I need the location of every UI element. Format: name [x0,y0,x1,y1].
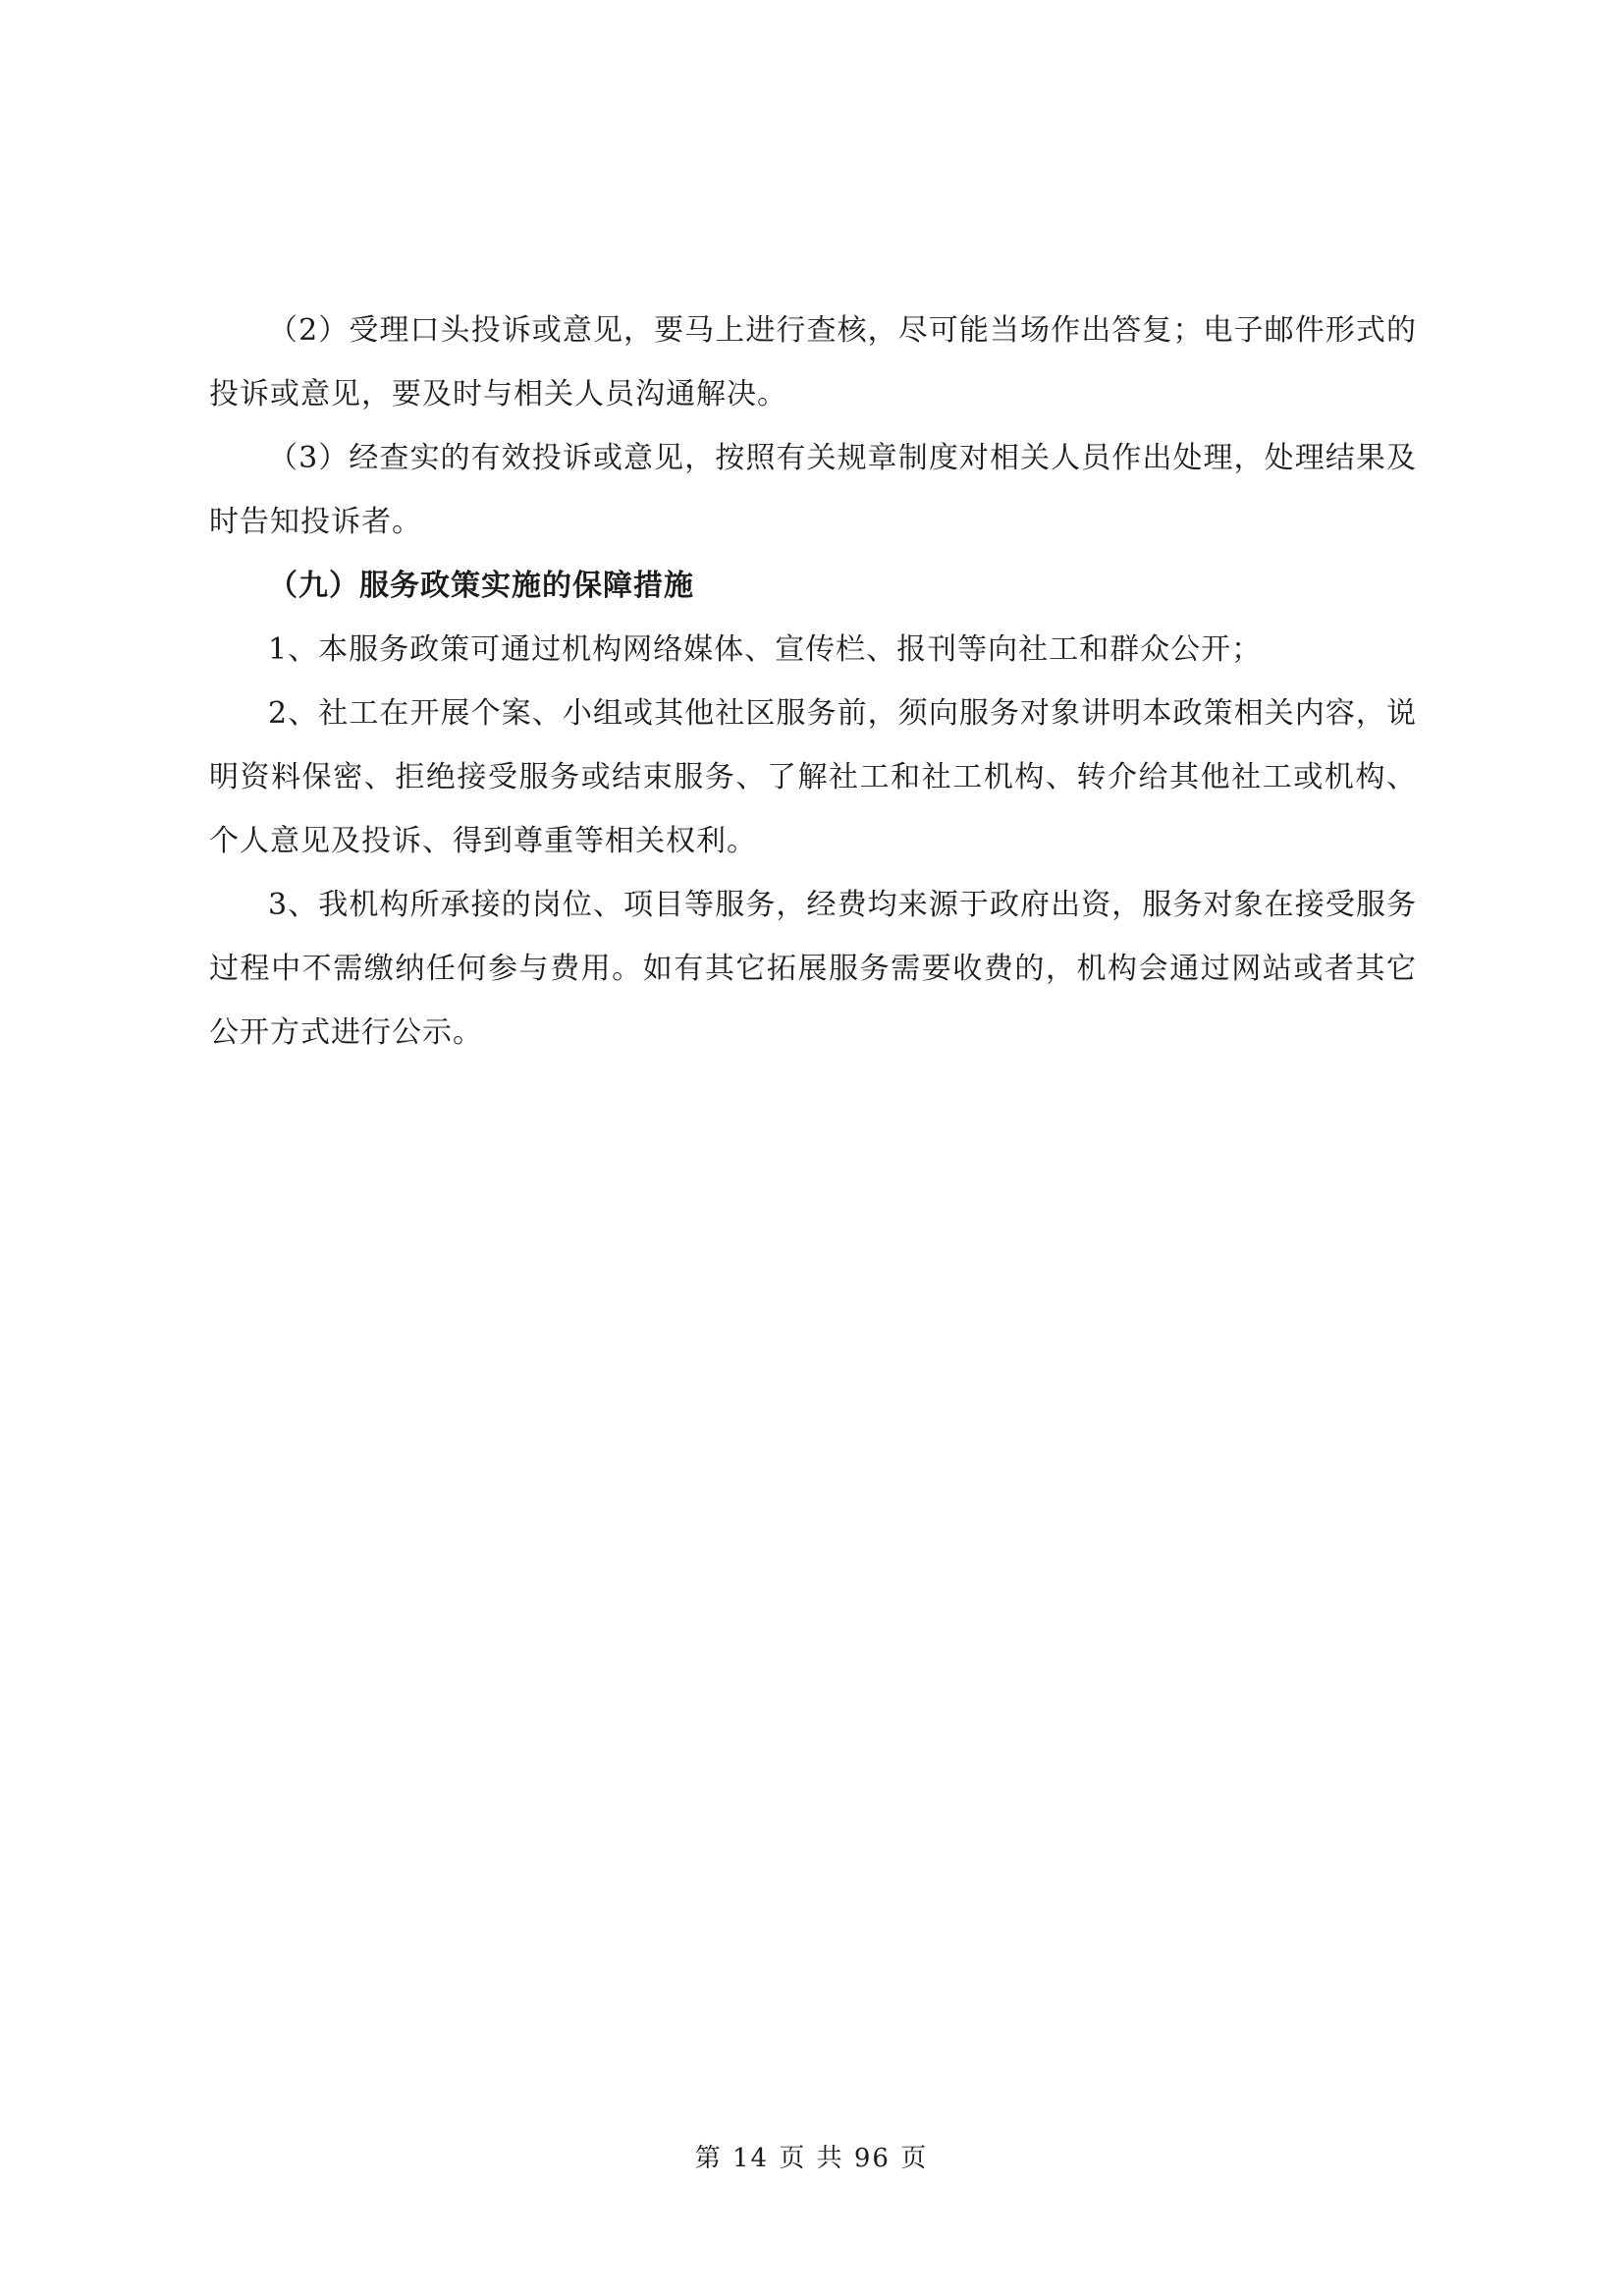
paragraph-complaint-verbal: （2）受理口头投诉或意见，要马上进行查核，尽可能当场作出答复；电子邮件形式的投诉或意见，要及时与相关人员沟通解决。 [209,313,1417,411]
paragraph-policy-public: 1、本服务政策可通过机构网络媒体、宣传栏、报刊等向社工和群众公开； [268,632,1263,667]
page-number-label: 第 14 页 共 96 页 [694,2144,929,2173]
paragraph-complaint-verified: （3）经查实的有效投诉或意见，按照有关规章制度对相关人员作出处理，处理结果及时告知投诉者。 [209,441,1417,539]
document-body [209,299,1417,1065]
page-footer [0,2141,1623,2176]
section-heading-safeguards: （九）服务政策实施的保障措施 [268,569,694,603]
paragraph-funding: 3、我机构所承接的岗位、项目等服务，经费均来源于政府出资，服务对象在接受服务过程中不需缴纳任何参与费用。如有其它拓展服务需要收费的，机构会通过网站或者其它公开方式进行公示。 [209,888,1417,1050]
paragraph-social-worker-explain: 2、社工在开展个案、小组或其他社区服务前，须向服务对象讲明本政策相关内容，说明资料保密、拒绝接受服务或结束服务、了解社工和社工机构、转介给其他社工或机构、个人意见及投诉、得到尊重等相关权利。 [209,696,1417,858]
